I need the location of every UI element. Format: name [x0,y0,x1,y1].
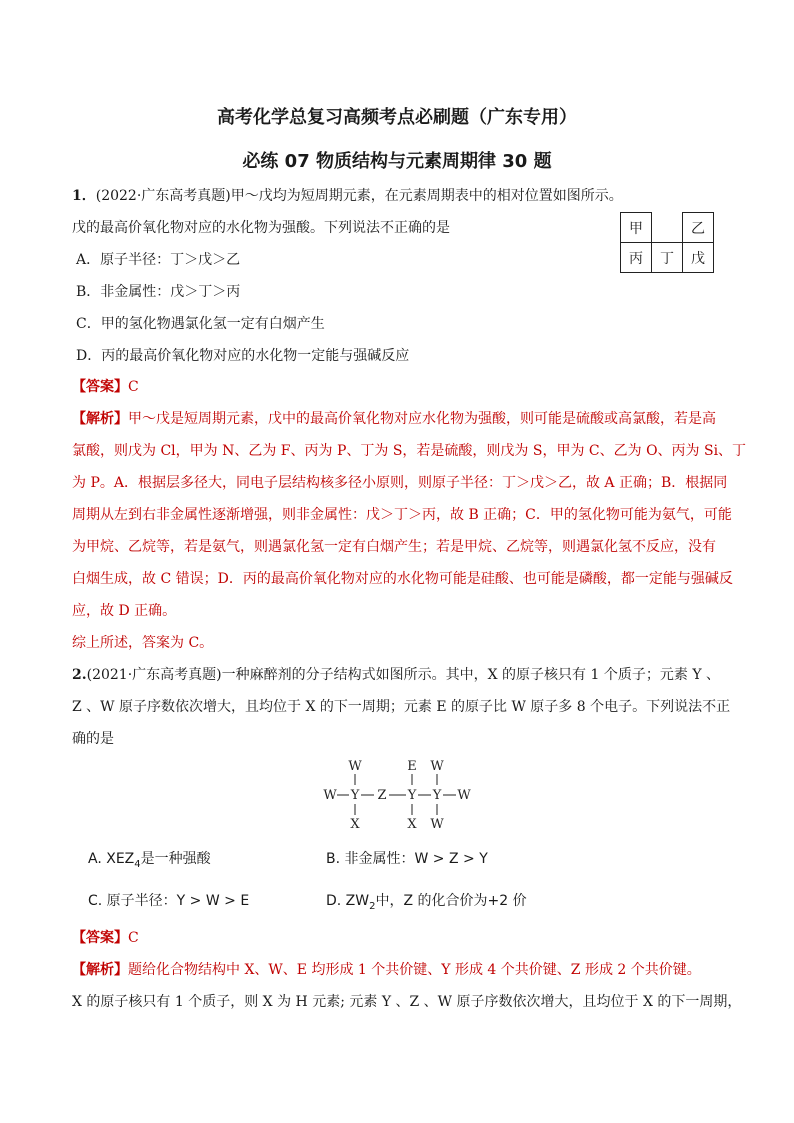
q1-option-c: C．甲的氢化物遇氯化氢一定有白烟产生 [76,316,325,332]
answer-value: C [128,930,139,946]
q2-stem-line3: 确的是 [72,731,114,747]
option-d-formula: D. ZW [326,893,370,909]
analysis-label: 【解析】 [72,962,128,978]
atom-w-top-right: W [430,759,444,774]
document-subtitle: 必练 07 物质结构与元素周期律 30 题 [242,151,552,172]
q1-option-a: A．原子半径：丁＞戊＞乙 [76,252,241,268]
subscript: 4 [134,859,141,870]
q1-analysis-line2: 氯酸，则戊为 Cl，甲为 N、乙为 F、丙为 P、丁为 S，若是硫酸，则戊为 S，甲为 C、乙为 O、丙为 Si、丁 [72,443,747,459]
q1-analysis-line1 [72,409,732,429]
q2-answer [72,928,732,948]
q2-analysis-line2: X 的原子核只有 1 个质子，则 X 为 H 元素; 元素 Y 、Z 、W 原子序数依次增大，且均位于 X 的下一周期， [72,994,742,1010]
table-cell-yi: 乙 [683,213,714,243]
q1-analysis-line5: 为甲烷、乙烷等，若是氨气，则遇氯化氢一定有白烟产生；若是甲烷、乙烷等，则遇氯化氢不反应，没有 [72,539,716,555]
analysis-text: 题给化合物结构中 X、W、E 均形成 1 个共价键、Y 形成 4 个共价键、Z 形成 2 个共价键。 [128,962,701,978]
q2-stem-line1 [72,665,732,685]
atom-w-top-left: W [348,759,362,774]
atom-y-right: Y [432,788,442,803]
atom-w-left: W [323,788,337,803]
subscript: 2 [369,901,376,912]
q2-stem-line2: Z 、W 原子序数依次增大，且均位于 X 的下一周期；元素 E 的原子比 W 原子多 8 个电子。下列说法不正 [72,699,731,715]
table-cell-ding: 丁 [652,243,683,273]
atom-x-left: X [350,817,360,832]
option-a-formula: A. XEZ [88,851,135,867]
answer-label: 【答案】 [72,930,128,946]
option-d-text: 中，Z 的化合价为+2 价 [375,893,527,909]
q1-source: (2022·广东高考真题) [95,188,231,204]
atom-z: Z [377,788,387,803]
q1-answer [72,377,732,397]
q2-option-b: B. 非金属性：W > Z > Y [326,851,488,867]
q2-source: (2021·广东高考真题) [86,667,222,683]
q1-analysis-line6: 白烟生成，故 C 错误；D．丙的最高价氧化物对应的水化物可能是硅酸、也可能是磷酸，都一定能与强碱反 [72,571,733,587]
q2-option-a [88,848,211,868]
atom-y-left: Y [350,788,360,803]
atom-x-middle: X [407,817,417,832]
molecule-structure-diagram [318,758,478,834]
q1-stem-line2: 戊的最高价氧化物对应的水化物为强酸。下列说法不正确的是 [72,220,450,236]
q1-stem-text: 甲～戊均为短周期元素，在元素周期表中的相对位置如图所示。 [230,188,623,204]
q2-analysis-line1 [72,960,732,980]
q2-stem-text: 一种麻醉剂的分子结构式如图所示。其中，X 的原子核只有 1 个质子；元素 Y 、 [221,667,721,683]
q1-stem-line1 [72,186,732,206]
option-a-text: 是一种强酸 [140,851,211,867]
q2-number: 2. [72,667,87,683]
atom-y-middle: Y [407,788,417,803]
atom-e-top: E [407,759,417,774]
q1-analysis-line3: 为 P。A．根据层多径大，同电子层结构核多径小原则，则原子半径：丁＞戊＞乙，故 A 正确；B．根据同 [72,475,728,491]
q1-analysis-line4: 周期从左到右非金属性逐渐增强，则非金属性：戊＞丁＞丙，故 B 正确；C．甲的氢化物可能为氨气，可能 [72,507,732,523]
table-cell-bing: 丙 [621,243,652,273]
analysis-label: 【解析】 [72,411,128,427]
table-cell-jia: 甲 [621,213,652,243]
answer-value: C [128,379,139,395]
atom-w-right: W [457,788,471,803]
q1-summary: 综上所述，答案为 C。 [72,635,214,651]
q1-option-b: B．非金属性：戊＞丁＞丙 [76,284,241,300]
table-cell-wu: 戊 [683,243,714,273]
answer-label: 【答案】 [72,379,128,395]
table-cell-empty [652,213,683,243]
analysis-text: 甲～戊是短周期元素，戊中的最高价氧化物对应水化物为强酸，则可能是硫酸或高氯酸，若是高 [128,411,716,427]
q2-option-d [326,890,527,910]
q1-option-d: D．丙的最高价氧化物对应的水化物一定能与强碱反应 [76,348,410,364]
document-title: 高考化学总复习高频考点必刷题（广东专用） [217,107,577,128]
q1-number: 1． [72,188,96,204]
atom-w-bottom: W [430,817,444,832]
q1-analysis-line7: 应，故 D 正确。 [72,603,177,619]
q2-option-c: C. 原子半径：Y > W > E [88,893,250,909]
